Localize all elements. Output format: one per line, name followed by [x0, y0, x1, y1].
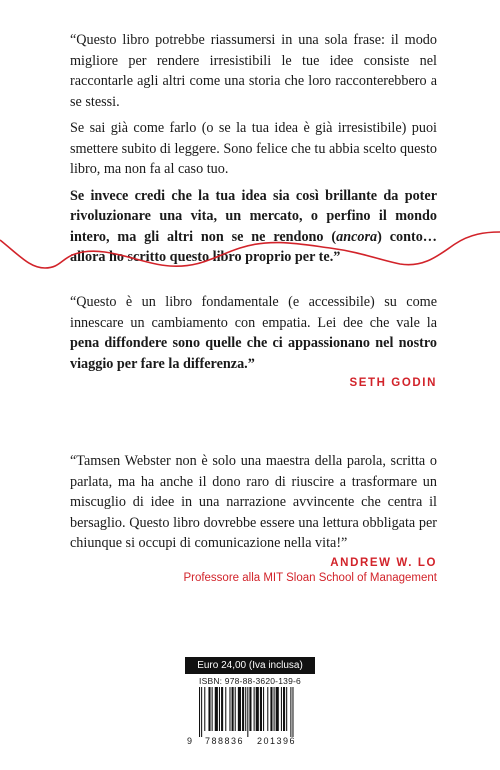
quote-godin	[70, 292, 437, 374]
barcode-bar	[221, 687, 223, 731]
barcode-bar	[199, 687, 200, 737]
barcode-bar	[212, 687, 213, 731]
barcode-bar	[290, 687, 291, 737]
barcode-bar	[219, 687, 220, 731]
quote-godin-bold: pena diffondere sono quelle che ci appassionano nel nostro viaggio per fare la differenza.”	[70, 335, 437, 372]
barcode-bar	[276, 687, 279, 731]
barcode-bar	[249, 687, 251, 731]
barcode-bar	[260, 687, 262, 731]
barcode-bar	[256, 687, 259, 731]
barcode-bar	[232, 687, 234, 731]
barcode-digit-first: 9	[187, 736, 193, 746]
barcode-digits-right: 201396	[257, 736, 297, 746]
barcode-bar	[235, 687, 236, 731]
barcode-bar	[274, 687, 275, 731]
quote-lo	[70, 451, 437, 554]
barcode-digits	[185, 737, 315, 747]
barcode-bar	[283, 687, 285, 731]
quote-godin-text	[70, 292, 437, 374]
quote-lo-text: “Tamsen Webster non è solo una maestra della parola, scritta o parlata, ma ha anche il dono raro di riuscire a trasformare un miscuglio di idee in una narrazione avvincente che centra il bersaglio. Questo libro dovrebbe essere una lettura obbligata per chiunque si occupi di comunicazione nella vita!”	[70, 453, 437, 551]
barcode-bar	[292, 687, 293, 737]
barcode-bar	[238, 687, 241, 731]
barcode-bar	[225, 687, 226, 731]
intro-paragraph-3-b: ) conto… allora ho scritto questo libro proprio per te.”	[70, 228, 437, 265]
price-label: Euro 24,00 (Iva inclusa)	[185, 657, 315, 674]
barcode-bar	[281, 687, 282, 731]
intro-paragraph-1: “Questo libro potrebbe riassumersi in una sola frase: il modo migliore per rendere irresistibili le tue idee consiste nel raccontarle agli altri come una storia che loro racconterebbero a se stessi.	[70, 32, 437, 110]
author-godin: SETH GODIN	[349, 377, 437, 389]
wave-divider	[0, 228, 500, 288]
barcode-bar	[242, 687, 244, 731]
isbn-label: ISBN: 978-88-3620-139-6	[199, 676, 301, 686]
attribution-lo	[183, 557, 437, 584]
barcode-bar	[208, 687, 210, 731]
barcode-digits-left: 788836	[205, 736, 245, 746]
barcode-bar	[254, 687, 255, 731]
barcode-bar	[286, 687, 287, 731]
author-lo: ANDREW W. LO	[330, 557, 437, 569]
intro-paragraph-3-a: Se invece credi che la tua idea sia così brillante da poter rivoluzionare una vita, un mercato, o perfino il mondo intero, ma gli altri non se ne rendono (	[70, 187, 437, 245]
barcode-bar	[245, 687, 246, 731]
barcode-bar	[204, 687, 205, 731]
barcode-block	[185, 657, 315, 746]
barcode-bar	[201, 687, 202, 737]
intro-paragraph-3-italic: ancora	[336, 228, 378, 245]
barcode-bar	[263, 687, 264, 731]
barcode-bar	[247, 687, 248, 737]
quote-godin-regular: “Questo è un libro fondamentale (e accessibile) su come innescare un cambiamento con empatia. Lei dee che vale la	[70, 294, 437, 331]
barcode-bar	[229, 687, 230, 731]
barcode-bar	[215, 687, 218, 731]
author-lo-title: Professore alla MIT Sloan School of Management	[183, 572, 437, 584]
barcode-bars	[191, 687, 309, 737]
intro-paragraph-2: Se sai già come farlo (o se la tua idea è già irresistibile) puoi smettere subito di leggere. Sono felice che tu abbia scelto questo libro, ma non fa al caso tuo.	[70, 120, 437, 177]
barcode-bar	[270, 687, 272, 731]
barcode-bar	[267, 687, 268, 731]
attribution-godin	[349, 377, 437, 389]
